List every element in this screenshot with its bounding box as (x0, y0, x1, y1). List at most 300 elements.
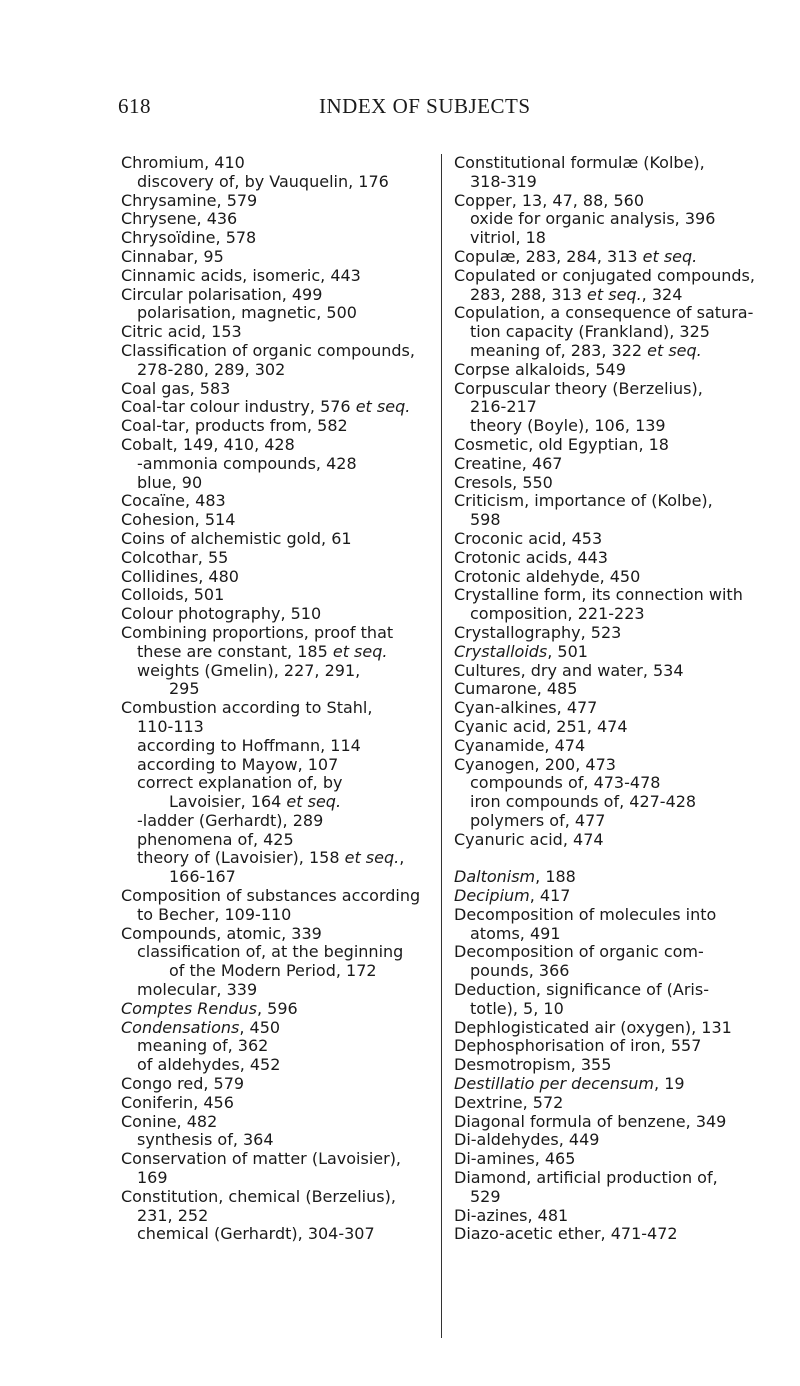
entry-text: meaning of, 362 (137, 1036, 269, 1056)
entry-line (137, 662, 433, 681)
entry-line (454, 831, 756, 850)
entry-line (470, 342, 756, 361)
entry-text: Dephlogisticated air (oxygen), 131 (454, 1017, 732, 1037)
index-entry (454, 568, 756, 587)
index-entry (121, 887, 433, 925)
entry-text: Cultures, dry and water, 534 (454, 660, 684, 680)
entry-text: Decomposition of molecules into (454, 904, 717, 924)
entry-continuation-line (137, 793, 433, 812)
entry-line (454, 1150, 756, 1169)
index-entry (121, 699, 433, 737)
entry-line (121, 568, 433, 587)
index-entry (121, 624, 433, 662)
entry-text: , 596 (256, 998, 298, 1018)
entry-line (454, 943, 756, 962)
entry-text: Constitution, chemical (Berzelius), (121, 1186, 396, 1206)
entry-text: Colcothar, 55 (121, 547, 229, 567)
entry-continuation-line (454, 1188, 756, 1207)
index-entry (121, 380, 433, 399)
entry-line (121, 887, 433, 906)
entry-line (121, 248, 433, 267)
index-entry (121, 568, 433, 587)
entry-line (137, 455, 433, 474)
index-entry (121, 1075, 433, 1094)
entry-line (470, 417, 756, 436)
entry-text: Coal-tar, products from, 582 (121, 416, 348, 436)
entry-text: Corpse alkaloids, 549 (454, 359, 626, 379)
entry-text: according to Hoffmann, 114 (137, 735, 361, 755)
index-subentry (121, 756, 433, 775)
entry-line (454, 1169, 756, 1188)
entry-text: Cyanuric acid, 474 (454, 829, 604, 849)
entry-continuation-line (121, 1169, 433, 1188)
entry-line (121, 511, 433, 530)
index-entry (454, 831, 756, 850)
index-entry (121, 1000, 433, 1019)
entry-text: Chromium, 410 (121, 153, 245, 172)
index-subentry (121, 981, 433, 1000)
entry-text: Cohesion, 514 (121, 510, 236, 530)
entry-line (454, 436, 756, 455)
index-entry (454, 1094, 756, 1113)
entry-text: Cumarone, 485 (454, 679, 578, 699)
entry-line (470, 812, 756, 831)
index-entry (454, 192, 756, 211)
entry-italic-text: et seq. (587, 284, 642, 304)
entry-line (454, 1131, 756, 1150)
index-entry (121, 1113, 433, 1132)
entry-line (454, 248, 756, 267)
entry-line (121, 1188, 433, 1207)
index-entry (121, 530, 433, 549)
entry-line (137, 1056, 433, 1075)
index-entry (454, 248, 756, 267)
entry-line (121, 229, 433, 248)
index-entry (454, 756, 756, 775)
entry-italic-text: Condensations (121, 1017, 240, 1037)
entry-text: Criticism, importance of (Kolbe), (454, 491, 713, 511)
index-subentry (121, 943, 433, 981)
entry-text: Circular polarisation, 499 (121, 284, 323, 304)
index-entry (454, 1169, 756, 1207)
entry-text: totle), 5, 10 (470, 998, 564, 1018)
entry-line (121, 549, 433, 568)
index-entry (454, 361, 756, 380)
index-entry (454, 1150, 756, 1169)
entry-text: tion capacity (Frankland), 325 (470, 322, 710, 342)
entry-text: Coins of alchemistic gold, 61 (121, 528, 352, 548)
index-entry (121, 192, 433, 211)
entry-line (454, 887, 756, 906)
entry-continuation-line (121, 361, 433, 380)
entry-text: Dextrine, 572 (454, 1092, 564, 1112)
entry-line (454, 549, 756, 568)
entry-continuation-line (454, 286, 756, 305)
index-entry (121, 925, 433, 944)
entry-line (121, 530, 433, 549)
index-entry (454, 981, 756, 1019)
entry-line (454, 568, 756, 587)
index-entry (454, 737, 756, 756)
entry-line (470, 210, 756, 229)
index-column-right (441, 154, 756, 1338)
index-subentry (121, 1056, 433, 1075)
entry-text: discovery of, by Vauquelin, 176 (137, 171, 389, 191)
letter-group-spacer (454, 849, 756, 868)
entry-line (470, 793, 756, 812)
entry-line (121, 624, 433, 643)
entry-line (121, 398, 433, 417)
entry-text: molecular, 339 (137, 980, 258, 1000)
entry-line (121, 267, 433, 286)
index-subentry (121, 812, 433, 831)
index-entry (121, 605, 433, 624)
index-entry (121, 1019, 433, 1038)
entry-line (454, 737, 756, 756)
index-entry (121, 1094, 433, 1113)
entry-continuation-line (121, 906, 433, 925)
entry-line (121, 1019, 433, 1038)
entry-text: of aldehydes, 452 (137, 1055, 281, 1075)
entry-text: Composition of substances according (121, 886, 421, 906)
index-entry (454, 887, 756, 906)
entry-text: Chrysoïdine, 578 (121, 228, 257, 248)
entry-line (454, 624, 756, 643)
entry-line (454, 361, 756, 380)
entry-text: Classification of organic compounds, (121, 340, 415, 360)
entry-text: Copulated or conjugated compounds, (454, 265, 755, 285)
entry-text: , 19 (654, 1074, 685, 1094)
entry-text: Di-azines, 481 (454, 1205, 569, 1225)
entry-line (454, 586, 756, 605)
running-header (0, 94, 800, 130)
entry-text: Crotonic aldehyde, 450 (454, 566, 641, 586)
index-entry (454, 549, 756, 568)
entry-line (121, 1000, 433, 1019)
entry-text: Crystalline form, its connection with (454, 585, 743, 605)
entry-text: Cresols, 550 (454, 472, 553, 492)
entry-line (121, 323, 433, 342)
entry-line (454, 981, 756, 1000)
entry-text: , 188 (535, 867, 576, 887)
index-entry (454, 1075, 756, 1094)
entry-line (454, 1019, 756, 1038)
entry-italic-text: et seq. (344, 848, 400, 868)
index-subentry (454, 342, 756, 361)
entry-line (470, 774, 756, 793)
entry-text: Diagonal formula of benzene, 349 (454, 1111, 727, 1131)
entry-text: correct explanation of, by (137, 773, 343, 793)
entry-line (137, 812, 433, 831)
entry-text: Congo red, 579 (121, 1074, 245, 1094)
entry-text: these are constant, 185 (137, 641, 333, 661)
entry-italic-text: et seq. (647, 340, 702, 360)
entry-line (454, 380, 756, 399)
index-entry (454, 624, 756, 643)
entry-italic-text: et seq. (642, 246, 698, 266)
entry-text: Corpuscular theory (Berzelius), (454, 378, 703, 398)
entry-text: Crystallography, 523 (454, 622, 622, 642)
entry-text: to Becher, 109-110 (137, 904, 292, 924)
entry-line (121, 436, 433, 455)
entry-text: compounds of, 473-478 (470, 773, 661, 793)
entry-text: Creatine, 467 (454, 453, 563, 473)
entry-text: Diazo-acetic ether, 471-472 (454, 1224, 678, 1244)
index-subentry (454, 812, 756, 831)
entry-text: Diamond, artificial production of, (454, 1168, 718, 1188)
entry-text: Cobalt, 149, 410, 428 (121, 434, 295, 454)
index-entry (121, 398, 433, 417)
entry-italic-text: et seq. (355, 397, 411, 417)
entry-text: 216-217 (470, 397, 537, 417)
index-subentry (121, 774, 433, 812)
entry-text: Colloids, 501 (121, 585, 225, 605)
entry-italic-text: Daltonism (454, 867, 536, 887)
page-title: INDEX OF SUBJECTS (319, 94, 531, 118)
entry-continuation-line (454, 1000, 756, 1019)
entry-text: Cyanic acid, 251, 474 (454, 716, 628, 736)
entry-text: Collidines, 480 (121, 566, 239, 586)
index-entry (454, 718, 756, 737)
entry-continuation-line (454, 173, 756, 192)
entry-line (454, 756, 756, 775)
entry-continuation-line (137, 680, 433, 699)
entry-line (121, 192, 433, 211)
entry-line (137, 1225, 433, 1244)
entry-text: meaning of, 283, 322 (470, 340, 648, 360)
entry-line (454, 1094, 756, 1113)
entry-text: Compounds, atomic, 339 (121, 923, 322, 943)
entry-text: Chrysene, 436 (121, 209, 238, 229)
entry-line (454, 192, 756, 211)
entry-line (121, 1075, 433, 1094)
entry-text: , 324 (641, 284, 683, 304)
entry-text: Conine, 482 (121, 1111, 218, 1131)
entry-text: Deduction, significance of (Aris- (454, 980, 709, 1000)
index-entry (454, 304, 756, 342)
entry-line (454, 530, 756, 549)
entry-text: 169 (137, 1168, 168, 1188)
entry-text: Coniferin, 456 (121, 1092, 234, 1112)
entry-text: , (399, 848, 405, 868)
index-subentry (121, 831, 433, 850)
entry-line (454, 455, 756, 474)
entry-line (137, 1037, 433, 1056)
entry-line (121, 342, 433, 361)
entry-line (454, 1207, 756, 1226)
entry-text: 598 (470, 510, 501, 530)
entry-text: classification of, at the beginning (137, 942, 404, 962)
entry-text: iron compounds of, 427-428 (470, 792, 697, 812)
entry-text: 295 (169, 679, 200, 699)
entry-continuation-line (454, 511, 756, 530)
entry-text: vitriol, 18 (470, 228, 546, 248)
entry-text: Di-aldehydes, 449 (454, 1130, 600, 1150)
entry-text: , 417 (529, 886, 571, 906)
entry-text: oxide for organic analysis, 396 (470, 209, 716, 229)
entry-line (121, 586, 433, 605)
index-entry (121, 267, 433, 286)
index-entry (454, 1037, 756, 1056)
entry-line (121, 154, 433, 173)
index-entry (454, 662, 756, 681)
entry-line (454, 718, 756, 737)
index-entry (454, 643, 756, 662)
entry-text: Constitutional formulæ (Kolbe), (454, 153, 705, 172)
entry-line (121, 417, 433, 436)
entry-text: Dephosphorisation of iron, 557 (454, 1036, 702, 1056)
index-entry (121, 549, 433, 568)
entry-text: theory (Boyle), 106, 139 (470, 416, 666, 436)
entry-text: pounds, 366 (470, 961, 570, 981)
entry-line (137, 981, 433, 1000)
entry-continuation-line (454, 925, 756, 944)
index-entry (454, 699, 756, 718)
index-entry (454, 680, 756, 699)
entry-line (454, 868, 756, 887)
entry-line (121, 492, 433, 511)
index-entry (121, 511, 433, 530)
entry-line (454, 906, 756, 925)
entry-line (137, 831, 433, 850)
entry-text: Croconic acid, 453 (454, 528, 603, 548)
index-entry (121, 229, 433, 248)
entry-continuation-line (454, 323, 756, 342)
index-subentry (454, 774, 756, 793)
entry-italic-text: et seq. (332, 641, 388, 661)
entry-line (454, 492, 756, 511)
entry-continuation-line (454, 605, 756, 624)
entry-continuation-line (121, 1207, 433, 1226)
entry-text: synthesis of, 364 (137, 1130, 274, 1150)
entry-line (454, 267, 756, 286)
index-entry (121, 417, 433, 436)
index-entry (454, 586, 756, 624)
entry-text: Desmotropism, 355 (454, 1055, 612, 1075)
index-entry (121, 323, 433, 342)
entry-line (454, 1075, 756, 1094)
entry-text: 110-113 (137, 716, 204, 736)
entry-text: Lavoisier, 164 (169, 792, 287, 812)
index-entry (121, 1188, 433, 1226)
index-entry (454, 530, 756, 549)
entry-text: Cinnamic acids, isomeric, 443 (121, 265, 361, 285)
index-entry (454, 455, 756, 474)
entry-continuation-line (137, 962, 433, 981)
entry-italic-text: Comptes Rendus (121, 998, 257, 1018)
entry-text: Colour photography, 510 (121, 604, 322, 624)
index-entry (121, 586, 433, 605)
index-entry (121, 492, 433, 511)
index-entry (121, 154, 433, 173)
entry-line (137, 474, 433, 493)
entry-text: atoms, 491 (470, 923, 561, 943)
entry-line (137, 943, 433, 962)
index-entry (121, 1150, 433, 1188)
entry-line (137, 774, 433, 793)
index-subentry (121, 737, 433, 756)
entry-line (121, 699, 433, 718)
entry-continuation-line (137, 868, 433, 887)
entry-text: 283, 288, 313 (470, 284, 588, 304)
index-subentry (121, 1131, 433, 1150)
index-entry (454, 868, 756, 887)
entry-line (137, 173, 433, 192)
entry-text: -ammonia compounds, 428 (137, 453, 357, 473)
index-subentry (121, 1037, 433, 1056)
entry-text: polymers of, 477 (470, 810, 606, 830)
entry-text: blue, 90 (137, 472, 203, 492)
entry-text: Cyanamide, 474 (454, 735, 586, 755)
entry-continuation-line (454, 962, 756, 981)
entry-line (121, 1094, 433, 1113)
entry-line (454, 304, 756, 323)
index-subentry (121, 662, 433, 700)
entry-text: , 450 (239, 1017, 281, 1037)
entry-text: Coal-tar colour industry, 576 (121, 397, 356, 417)
index-subentry (121, 173, 433, 192)
entry-text: Chrysamine, 579 (121, 190, 258, 210)
entry-line (454, 680, 756, 699)
entry-line (137, 849, 433, 868)
entry-text: Coal gas, 583 (121, 378, 231, 398)
entry-text: theory of (Lavoisier), 158 (137, 848, 345, 868)
index-entry (454, 436, 756, 455)
index-entry (454, 1225, 756, 1244)
entry-line (454, 474, 756, 493)
entry-line (454, 662, 756, 681)
entry-line (121, 1150, 433, 1169)
entry-text: composition, 221-223 (470, 604, 645, 624)
entry-line (454, 643, 756, 662)
entry-line (121, 286, 433, 305)
index-entry (121, 342, 433, 380)
entry-line (137, 756, 433, 775)
entry-text: according to Mayow, 107 (137, 754, 339, 774)
index-subentry (454, 417, 756, 436)
index-entry (454, 380, 756, 418)
entry-italic-text: Decipium (454, 886, 530, 906)
entry-line (454, 1225, 756, 1244)
entry-text: 318-319 (470, 171, 537, 191)
entry-continuation-line (121, 718, 433, 737)
index-subentry (121, 455, 433, 474)
entry-line (121, 210, 433, 229)
index-subentry (454, 210, 756, 229)
entry-text: phenomena of, 425 (137, 829, 294, 849)
index-entry (454, 1113, 756, 1132)
index-entry (454, 154, 756, 192)
entry-line (454, 154, 756, 173)
entry-line (137, 1131, 433, 1150)
entry-line (121, 605, 433, 624)
index-entry (454, 1207, 756, 1226)
entry-line (121, 380, 433, 399)
entry-text: chemical (Gerhardt), 304-307 (137, 1224, 375, 1244)
entry-line (121, 1113, 433, 1132)
entry-text: Cyanogen, 200, 473 (454, 754, 616, 774)
page-number: 618 (118, 94, 151, 118)
entry-text: Cyan-alkines, 477 (454, 698, 598, 718)
index-entry (454, 474, 756, 493)
index-entry (454, 492, 756, 530)
entry-italic-text: Destillatio per decensum (454, 1074, 655, 1094)
entry-line (121, 925, 433, 944)
entry-text: Combining proportions, proof that (121, 622, 394, 642)
entry-text: , 501 (547, 641, 588, 661)
index-entry (121, 436, 433, 455)
entry-text: 529 (470, 1186, 501, 1206)
